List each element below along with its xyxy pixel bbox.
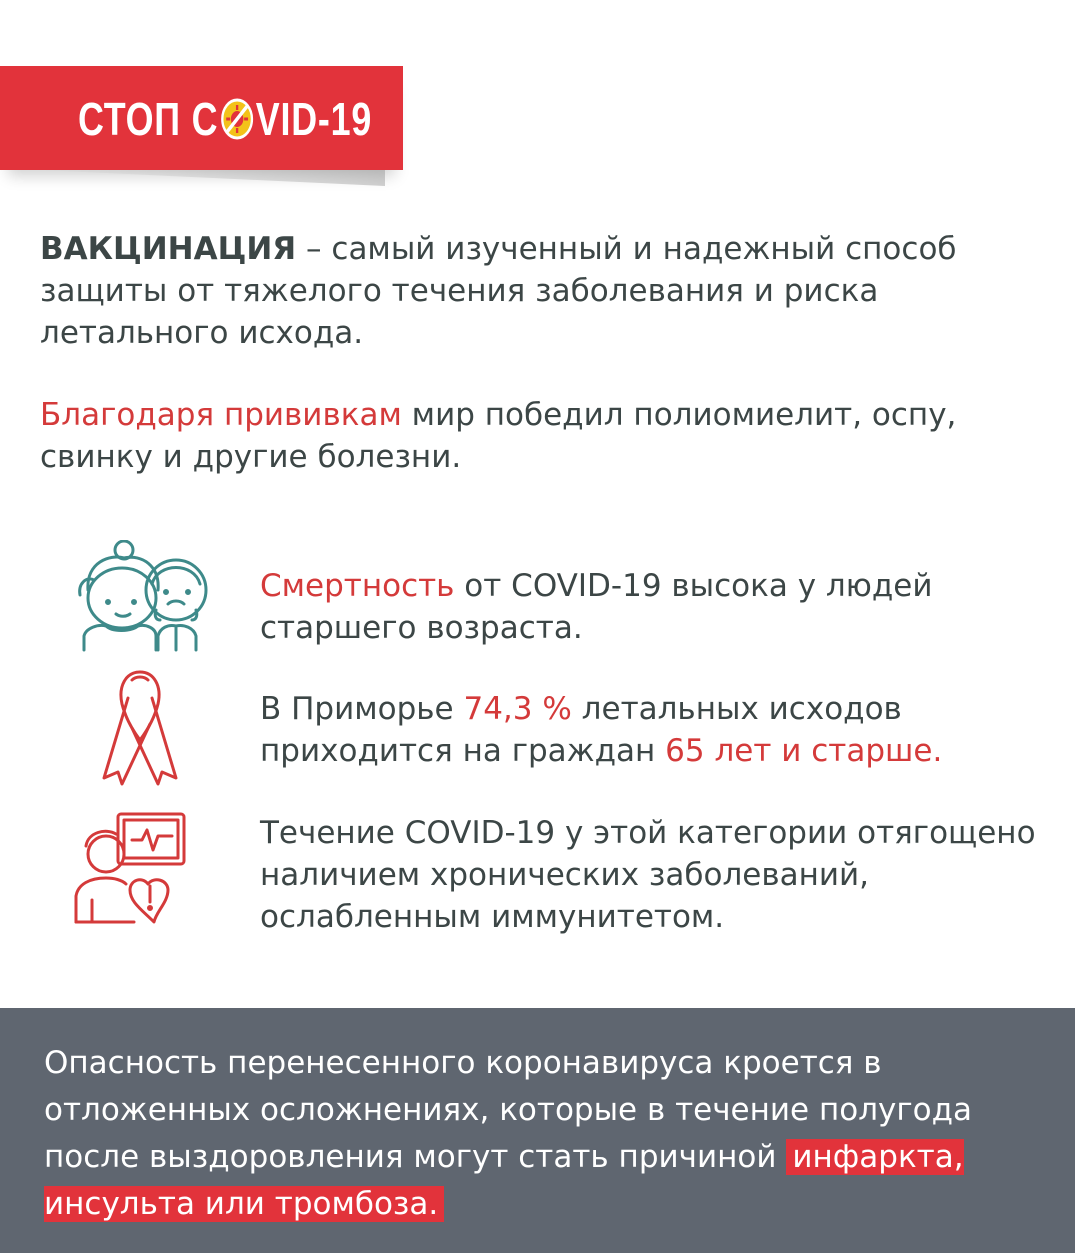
fact-mortality <box>260 565 1060 649</box>
fact-primorye-age: 65 лет и старше. <box>665 733 943 769</box>
fact-chronic-text: Течение COVID-19 у этой категории отягощено наличием хронических заболеваний, ослабленным иммунитетом. <box>260 815 1036 935</box>
fact-primorye-t1: В Приморье <box>260 691 464 727</box>
footer-main: Опасность перенесенного коронавируса кроется в отложенных осложнениях, которые в течение полугода после выздоровления могут стать причиной <box>44 1045 973 1175</box>
banner-shadow <box>40 170 385 186</box>
fact-primorye <box>260 688 1060 772</box>
ribbon-icon <box>98 668 182 790</box>
patient-monitor-heart-icon <box>72 810 188 928</box>
fact-primorye-percent: 74,3 % <box>463 691 572 727</box>
vaccines-rest: мир победил полиомиелит, оспу, свинку и другие болезни. <box>40 397 957 475</box>
fact-mortality-rest: от COVID-19 высока у людей старшего возраста. <box>260 568 933 646</box>
vaccines-paragraph <box>40 394 1040 478</box>
footer-highlight: инфаркта, инсульта или тромбоза. <box>44 1139 964 1222</box>
fact-primorye-t2: летальных исходов приходится на граждан <box>260 691 902 769</box>
footer-text <box>44 1040 1054 1228</box>
intro-paragraph <box>40 228 1040 354</box>
logo-text-right: VID-19 <box>255 93 373 145</box>
virus-crossed-icon <box>220 97 254 141</box>
logo-text-left: СТОП C <box>78 93 219 145</box>
fact-mortality-red: Смертность <box>260 568 455 604</box>
intro-rest: – самый изученный и надежный способ защиты от тяжелого течения заболевания и риска летального исхода. <box>40 231 957 351</box>
fact-chronic <box>260 812 1060 938</box>
elderly-couple-icon <box>72 540 212 659</box>
stop-covid-logo <box>78 84 372 154</box>
intro-bold: ВАКЦИНАЦИЯ <box>40 231 297 267</box>
vaccines-red: Благодаря прививкам <box>40 397 402 433</box>
